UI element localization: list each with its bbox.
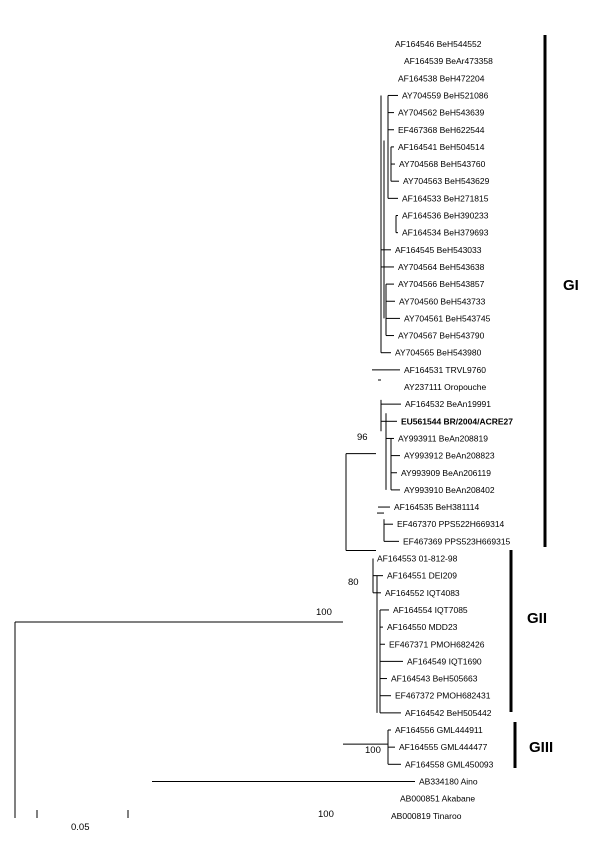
leaf-label: AF164556 GML444911 (395, 725, 483, 735)
group-label-gi: GI (563, 277, 579, 294)
leaf-label: AY237111 Oropouche (404, 382, 487, 392)
leaf-label: AY704568 BeH543760 (399, 159, 486, 170)
bootstrap-label: 100 (318, 809, 334, 820)
leaf-label: EF467372 PMOH682431 (395, 690, 491, 701)
tree-branches (15, 95, 415, 818)
leaf-label: AF164549 IQT1690 (407, 656, 482, 667)
bootstrap-label: 100 (365, 745, 381, 756)
group-label-gii: GII (527, 610, 548, 627)
leaf-label: AY993909 BeAn206119 (401, 467, 491, 478)
leaf-label: AF164546 BeH544552 (395, 39, 482, 49)
leaf-label: EF467369 PPS523H669315 (403, 536, 511, 547)
leaf-label: AY993912 BeAn208823 (404, 450, 495, 461)
leaf-label: AY704565 BeH543980 (395, 347, 482, 358)
leaf-label: AF164541 BeH504514 (398, 141, 485, 152)
leaf-label: AF164554 IQT7085 (393, 604, 468, 615)
leaf-label: AF164550 MDD23 (387, 622, 458, 633)
leaf-label: AF164536 BeH390233 (402, 210, 489, 221)
leaf-label: AF164533 BeH271815 (402, 193, 489, 204)
leaf-label: AF164555 GML444477 (399, 742, 488, 753)
leaf-label: AF164558 GML450093 (405, 759, 494, 770)
leaf-label: AF164534 BeH379693 (402, 227, 489, 238)
leaf-label: AF164552 IQT4083 (385, 587, 460, 598)
scale-bar-label: 0.05 (71, 822, 90, 833)
leaf-label: EF467370 PPS522H669314 (397, 519, 505, 530)
leaf-label: AY704566 BeH543857 (398, 279, 485, 290)
leaf-label: AF164532 BeAn19991 (405, 399, 492, 410)
leaf-label: EF467368 BeH622544 (398, 124, 485, 135)
leaf-label: AY993911 BeAn208819 (398, 433, 488, 444)
leaf-label: AB000819 Tinaroo (391, 810, 462, 821)
leaf-label: AY704563 BeH543629 (403, 176, 490, 187)
scale-bar (37, 810, 128, 818)
bootstrap-label: 96 (357, 432, 368, 443)
leaf-label: AY704567 BeH543790 (398, 330, 485, 341)
leaf-label: AF164551 DEI209 (387, 570, 457, 581)
leaf-label: AF164531 TRVL9760 (404, 364, 486, 375)
leaf-label: EU561544 BR/2004/ACRE27 (401, 416, 513, 427)
leaf-label: AY993910 BeAn208402 (404, 484, 495, 495)
leaf-label: AF164542 BeH505442 (405, 707, 492, 718)
bootstrap-label: 80 (348, 577, 359, 588)
leaf-label: AY704559 BeH521086 (402, 90, 489, 101)
leaf-label: AF164539 BeAr473358 (404, 56, 493, 67)
leaf-label: AF164535 BeH381114 (394, 502, 480, 513)
leaf-label: AB334180 Aino (419, 776, 478, 787)
leaf-label: AY704562 BeH543639 (398, 107, 485, 118)
leaf-label: EF467371 PMOH682426 (389, 639, 485, 650)
leaf-label: AF164538 BeH472204 (398, 73, 485, 84)
leaf-label: AB000851 Akabane (400, 793, 476, 804)
group-label-giii: GIII (529, 739, 554, 756)
leaf-label: AY704560 BeH543733 (399, 296, 486, 307)
leaf-labels (377, 39, 513, 821)
leaf-label: AF164545 BeH543033 (395, 244, 482, 255)
bootstrap-label: 100 (316, 607, 332, 618)
leaf-label: AY704561 BeH543745 (404, 313, 491, 324)
leaf-label: AY704564 BeH543638 (398, 261, 485, 272)
leaf-label: AF164553 01-812-98 (377, 553, 458, 564)
leaf-label: AF164543 BeH505663 (391, 673, 478, 684)
